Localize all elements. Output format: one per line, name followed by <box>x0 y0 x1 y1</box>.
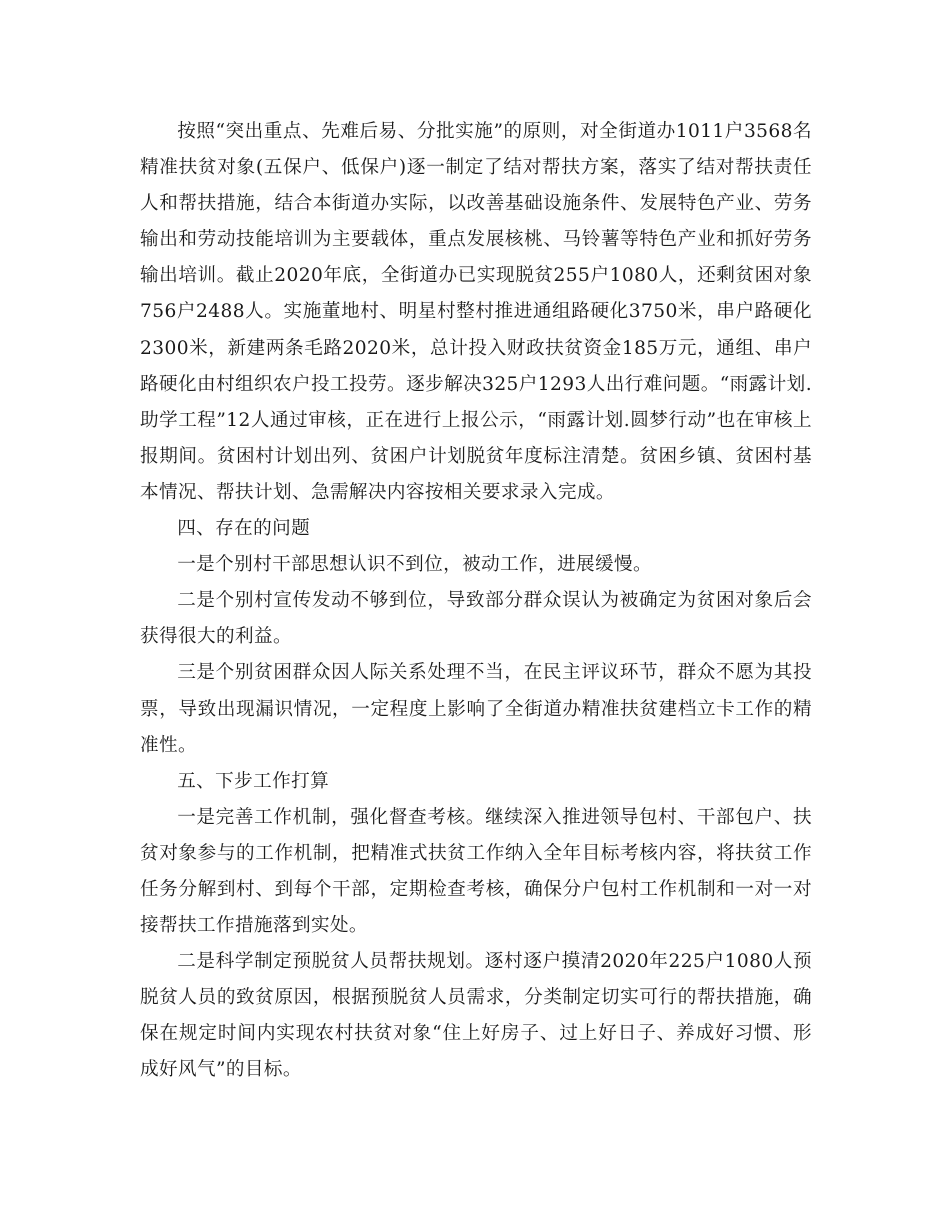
paragraph-plan-2: 二是科学制定预脱贫人员帮扶规划。逐村逐户摸清2020年225户1080人预脱贫人员的致贫原因，根据预脱贫人员需求，分类制定切实可行的帮扶措施，确保在规定时间内实现农村扶贫对象“住上好房子、过上好日子、养成好习惯、形成好风气”的目标。 <box>140 951 812 1081</box>
paragraph-problem-2: 二是个别村宣传发动不够到位，导致部分群众误认为被确定为贫困对象后会获得很大的利益。 <box>140 590 812 648</box>
paragraph-problem-1: 一是个别村干部思想认识不到位，被动工作，进展缓慢。 <box>177 554 653 576</box>
paragraph-implementation-progress: 按照“突出重点、先难后易、分批实施”的原则，对全街道办1011户3568名精准扶贫对象(五保户、低保户)逐一制定了结对帮扶方案，落实了结对帮扶责任人和帮扶措施，结合本街道办实际，以改善基础设施条件、发展特色产业、劳务输出和劳动技能培训为主要载体，重点发展核桃、马铃薯等特色产业和抓好劳务输出培训。截止2020年底，全街道办已实现脱贫255户1080人，还剩贫困对象756户2488人。实施董地村、明星村整村推进通组路硬化3750米，串户路硬化2300米，新建两条毛路2020米，总计投入财政扶贫资金185万元，通组、串户路硬化由村组织农户投工投劳。逐步解决325户1293人出行难问题。“雨露计划.助学工程”12人通过审核，正在进行上报公示，“雨露计划.圆梦行动”也在审核上报期间。贫困村计划出列、贫困户计划脱贫年度标注清楚。贫困乡镇、贫困村基本情况、帮扶计划、急需解决内容按相关要求录入完成。 <box>140 121 812 503</box>
heading-next-steps: 五、下步工作打算 <box>177 770 330 792</box>
paragraph-problem-3: 三是个别贫困群众因人际关系处理不当，在民主评议环节，群众不愿为其投票，导致出现漏识情况，一定程度上影响了全街道办精准扶贫建档立卡工作的精准性。 <box>140 662 812 756</box>
document-body <box>140 114 812 1089</box>
paragraph-plan-1: 一是完善工作机制，强化督查考核。继续深入推进领导包村、干部包户、扶贫对象参与的工作机制，把精准式扶贫工作纳入全年目标考核内容，将扶贫工作任务分解到村、到每个干部，定期检查考核，确保分户包村工作机制和一对一对接帮扶工作措施落到实处。 <box>140 806 812 937</box>
heading-existing-problems: 四、存在的问题 <box>177 518 311 540</box>
